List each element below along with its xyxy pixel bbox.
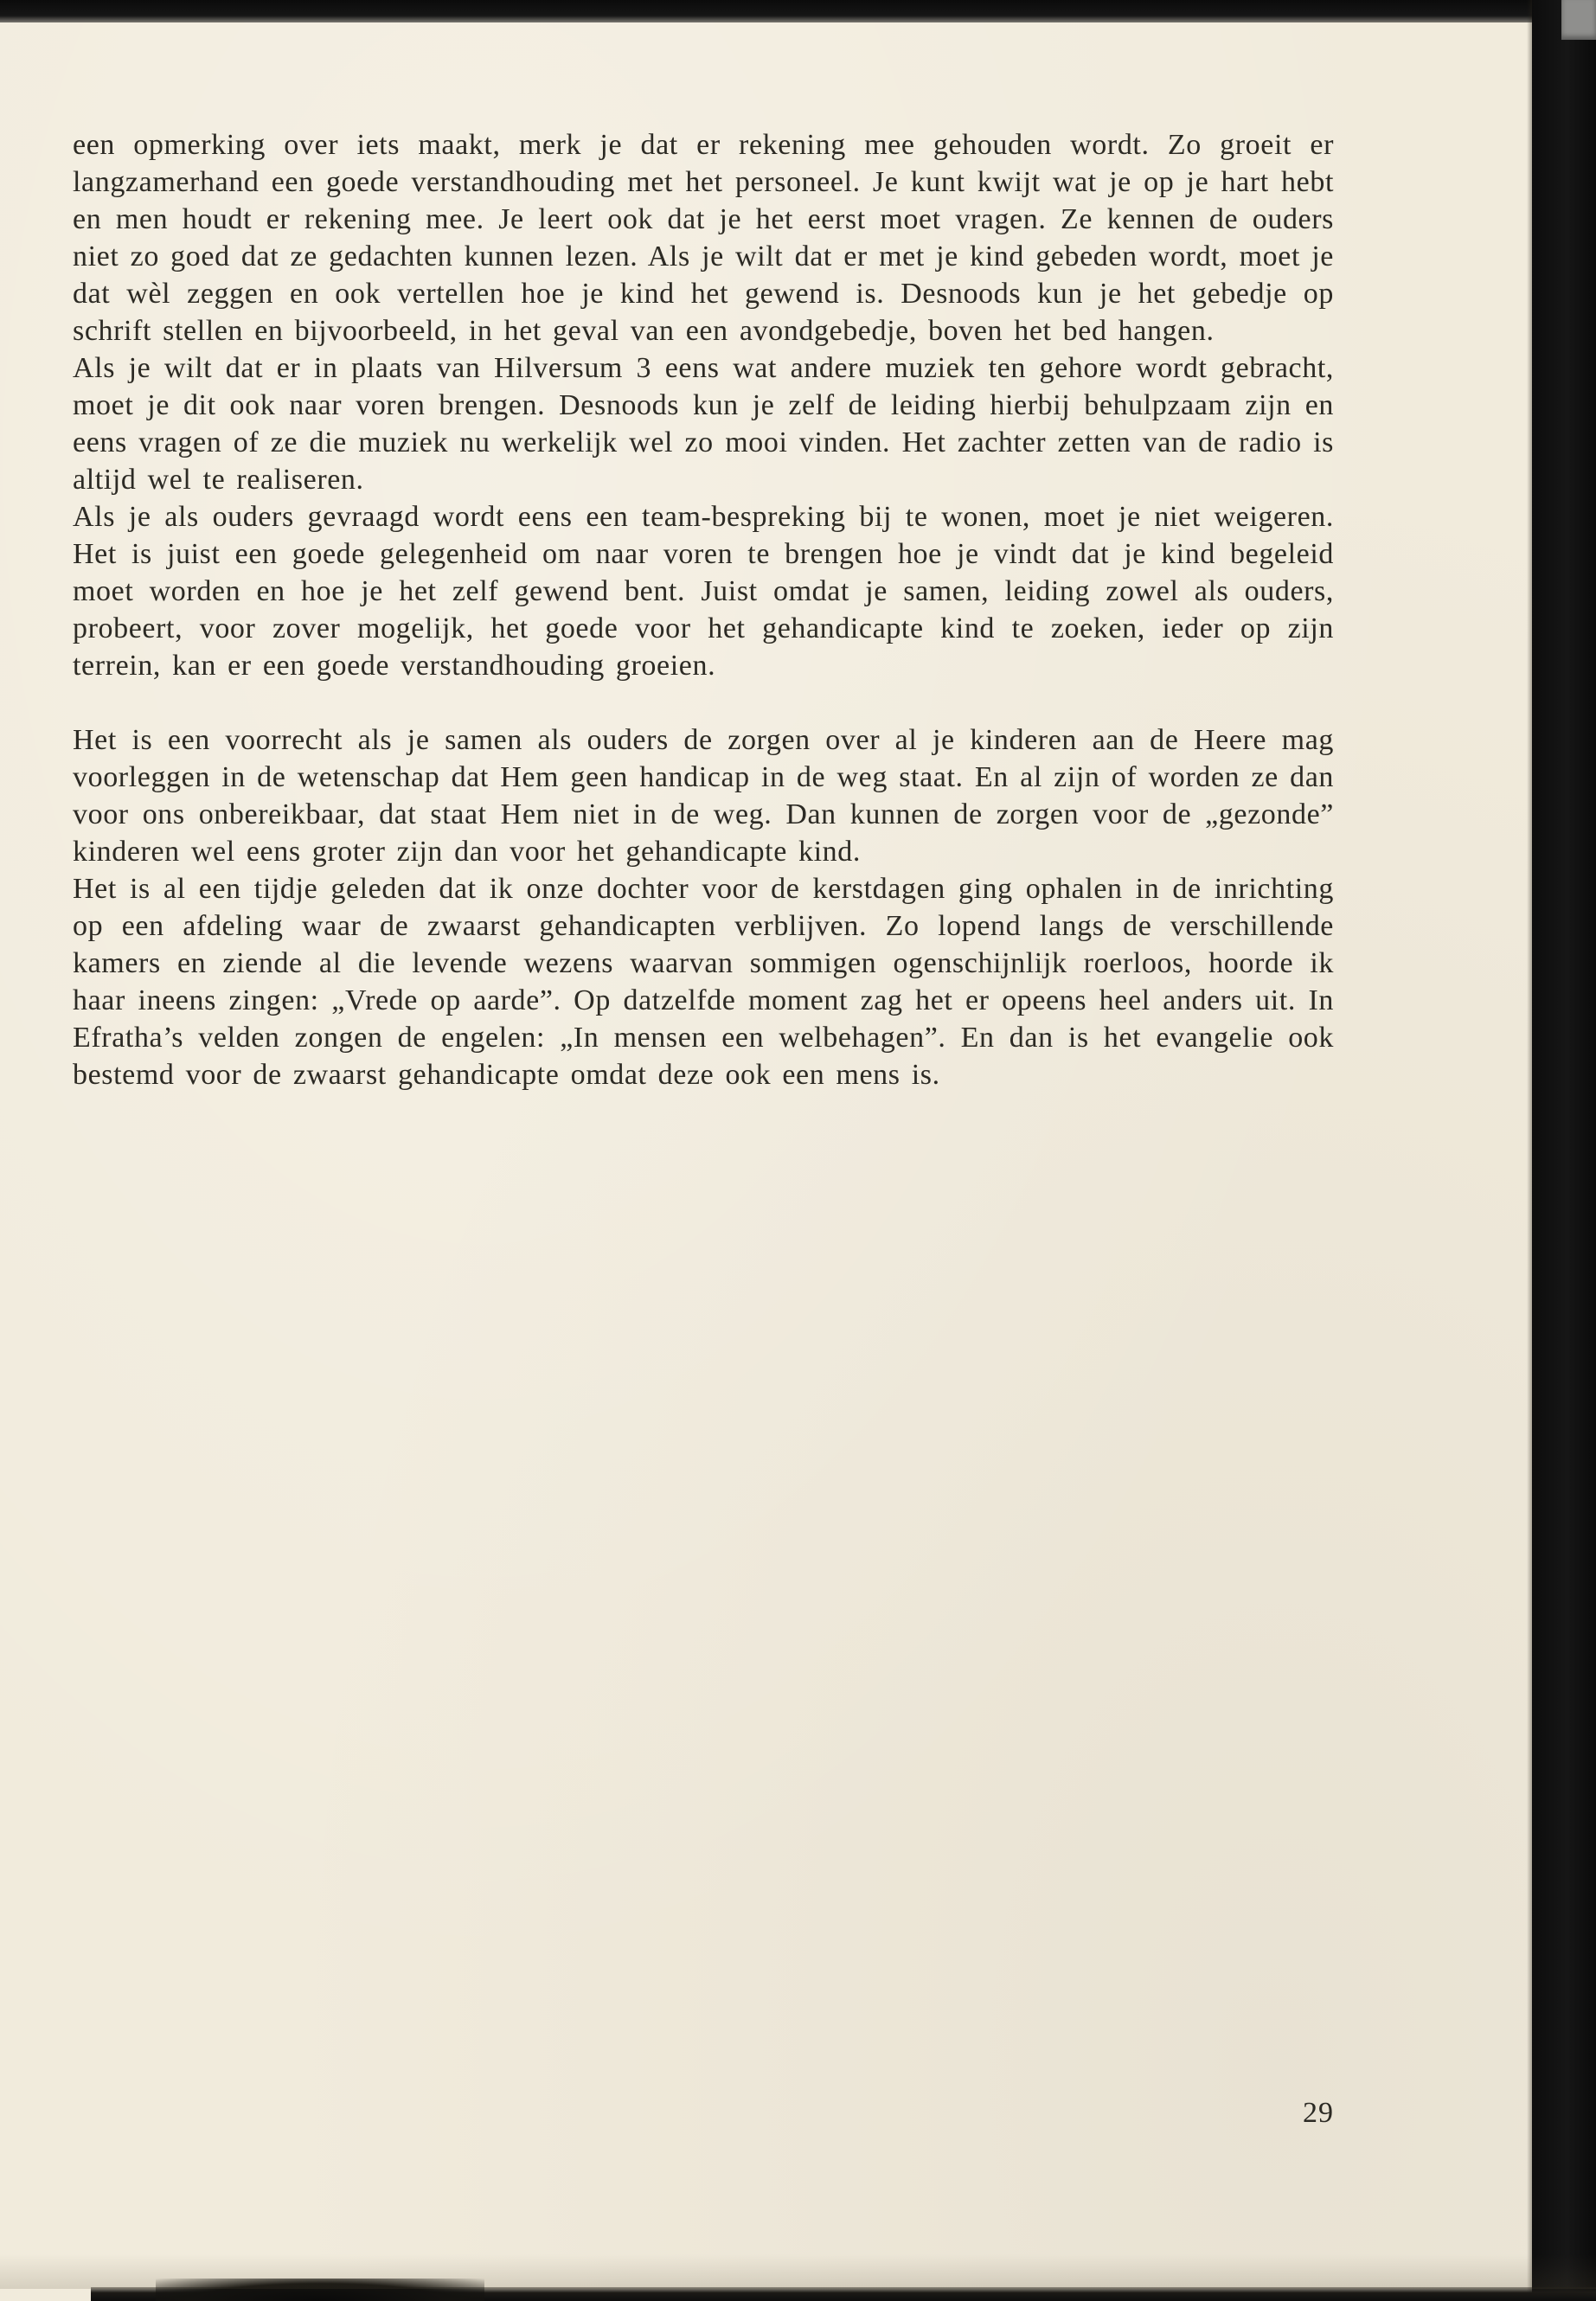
scan-edge-bottom-shadow (0, 2254, 1596, 2289)
scan-corner-gray (1561, 0, 1596, 40)
paragraph: een opmerking over iets maakt, merk je dat er rekening mee gehouden wordt. Zo groeit er langzamerhand een goede verstandhouding met het personeel. Je kunt kwijt wat je op je hart hebt en men houdt er rekening mee. Je leert ook dat je het eerst moet vragen. Ze kennen de ouders niet zo goed dat ze gedachten kunnen lezen. Als je wilt dat er met je kind gebeden wordt, moet je dat wèl zeggen en ook vertellen hoe je kind het gewend is. Desnoods kun je het gebedje op schrift stellen en bijvoorbeeld, in het geval van een avondgebedje, boven het bed hangen. (73, 129, 1334, 347)
scan-edge-top (0, 0, 1596, 22)
body-text (73, 126, 1334, 1093)
paragraph: Als je wilt dat er in plaats van Hilversum 3 eens wat andere muziek ten gehore wordt gebracht, moet je dit ook naar voren brengen. Desnoods kun je zelf de leiding hierbij behulpzaam zijn en eens vragen of ze die muziek nu werkelijk wel zo mooi vinden. Het zachter zetten van de radio is altijd wel te realiseren. (73, 352, 1334, 496)
paragraph: Het is een voorrecht als je samen als ouders de zorgen over al je kinderen aan de Heere mag voorleggen in de wetenschap dat Hem geen handicap in de weg staat. En al zijn of worden ze dan voor ons onbereikbaar, dat staat Hem niet in de weg. Dan kunnen de zorgen voor de „gezonde” kinderen wel eens groter zijn dan voor het gehandicapte kind. (73, 724, 1334, 868)
paragraph: Het is al een tijdje geleden dat ik onze dochter voor de kerstdagen ging ophalen in de inrichting op een afdeling waar de zwaarst gehandicapten verblijven. Zo lopend langs de verschillende kamers en ziende al die levende wezens waarvan sommigen ogenschijnlijk roerloos, hoorde ik haar ineens zingen: „Vrede op aarde”. Op datzelfde moment zag het er opeens heel anders uit. In Efratha’s velden zongen de engelen: „In mensen een welbehagen”. En dan is het evangelie ook bestemd voor de zwaarst gehandicapte omdat deze ook een mens is. (73, 873, 1334, 1091)
paragraph: Als je als ouders gevraagd wordt eens een team-bespreking bij te wonen, moet je niet weigeren. Het is juist een goede gelegenheid om naar voren te brengen hoe je vindt dat je kind begeleid moet worden en hoe je het zelf gewend bent. Juist omdat je samen, leiding zowel als ouders, probeert, voor zover mogelijk, het goede voor het gehandicapte kind te zoeken, ieder op zijn terrein, kan er een goede verstandhouding groeien. (73, 501, 1334, 682)
scan-edge-right (1532, 0, 1596, 2301)
page-number: 29 (1303, 2097, 1334, 2129)
